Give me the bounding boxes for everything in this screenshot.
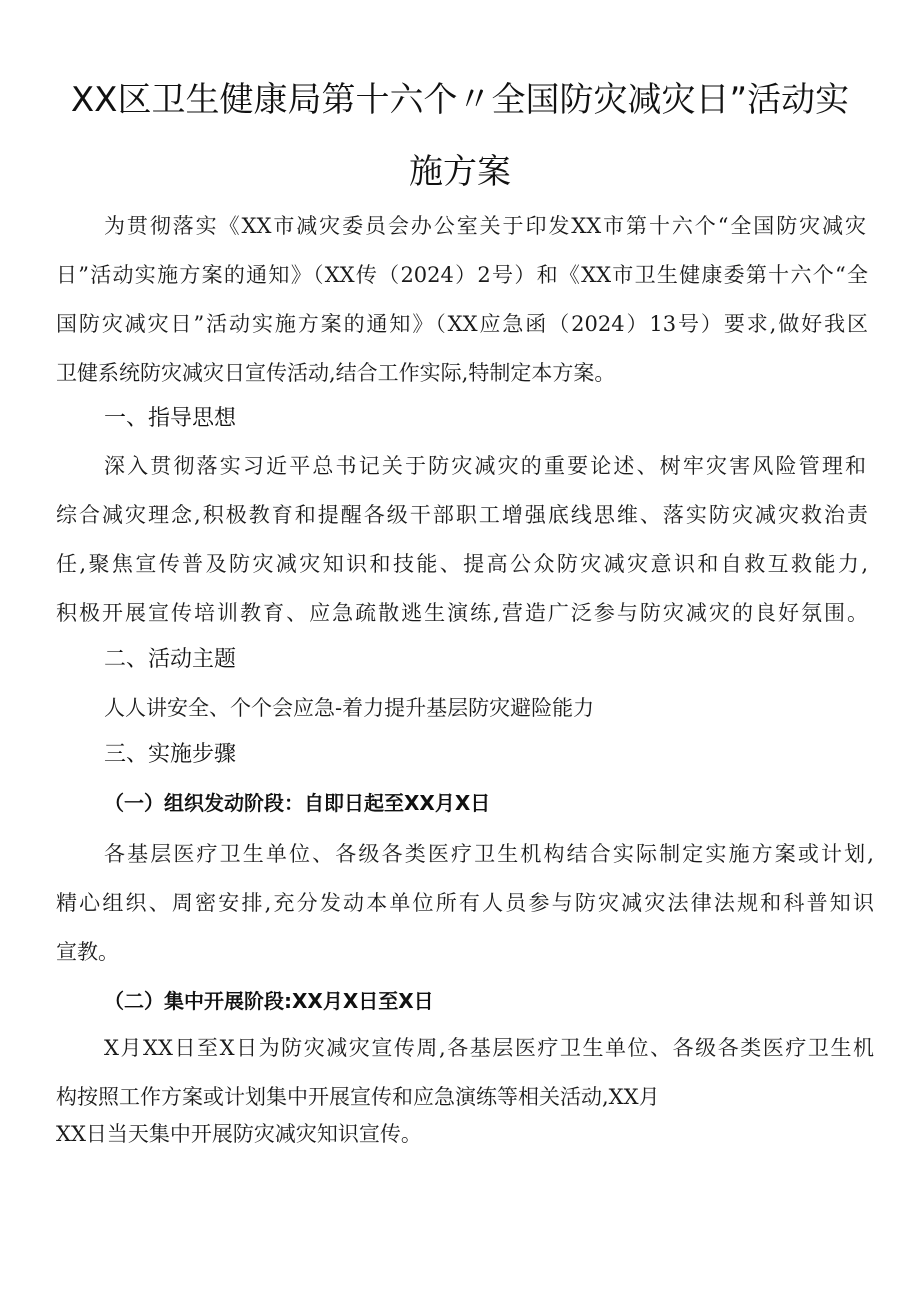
sub1-line-1: 各基层医疗卫生单位、各级各类医疗卫生机构结合实际制定实施方案或计划, (104, 842, 874, 866)
section-heading-guiding-ideology: 一、指导思想 (104, 406, 237, 431)
sub2-line-3: XX日当天集中开展防灾减灾知识宣传。 (56, 1122, 422, 1146)
subsection-heading-mobilization: （一）组织发动阶段：自即日起至XX月X日 (104, 791, 491, 815)
sub1-line-3: 宣教。 (56, 940, 119, 964)
section-heading-implementation-steps: 三、实施步骤 (104, 742, 237, 767)
section1-line-1: 深入贯彻落实习近平总书记关于防灾减灾的重要论述、树牢灾害风险管理和 (104, 454, 866, 478)
intro-line-1: 为贯彻落实《XX市减灾委员会办公室关于印发XX市第十六个“全国防灾减灾 (104, 214, 866, 238)
section1-line-3: 任,聚焦宣传普及防灾减灾知识和技能、提高公众防灾减灾意识和自救互救能力, (56, 552, 868, 576)
sub2-line-1: X月XX日至X日为防灾减灾宣传周,各基层医疗卫生单位、各级各类医疗卫生机 (104, 1036, 874, 1060)
section1-line-2: 综合减灾理念,积极教育和提醒各级干部职工增强底线思维、落实防灾减灾救治责 (56, 503, 868, 527)
sub1-line-2: 精心组织、周密安排,充分发动本单位所有人员参与防灾减灾法律法规和科普知识 (56, 891, 874, 915)
intro-line-4: 卫健系统防灾减灾日宣传活动,结合工作实际,特制定本方案。 (56, 361, 616, 385)
section2-theme-text: 人人讲安全、个个会应急-着力提升基层防灾避险能力 (104, 696, 595, 720)
sub2-line-2: 构按照工作方案或计划集中开展宣传和应急演练等相关活动,XX月 (56, 1085, 660, 1109)
section1-line-4: 积极开展宣传培训教育、应急疏散逃生演练,营造广泛参与防灾减灾的良好氛围。 (56, 601, 868, 625)
subsection-heading-concentrated: （二）集中开展阶段:XX月X日至X日 (104, 989, 434, 1013)
intro-line-3: 国防灾减灾日”活动实施方案的通知》（XX应急函（2024）13号）要求,做好我区 (56, 312, 868, 336)
document-title-line-2: 施方案 (409, 152, 511, 192)
document-title-line-1: XX区卫生健康局第十六个〃全国防灾减灾日”活动实 (70, 80, 850, 120)
section-heading-activity-theme: 二、活动主题 (104, 647, 237, 672)
intro-line-2: 日”活动实施方案的通知》（XX传（2024）2号）和《XX市卫生健康委第十六个“全 (56, 263, 868, 287)
